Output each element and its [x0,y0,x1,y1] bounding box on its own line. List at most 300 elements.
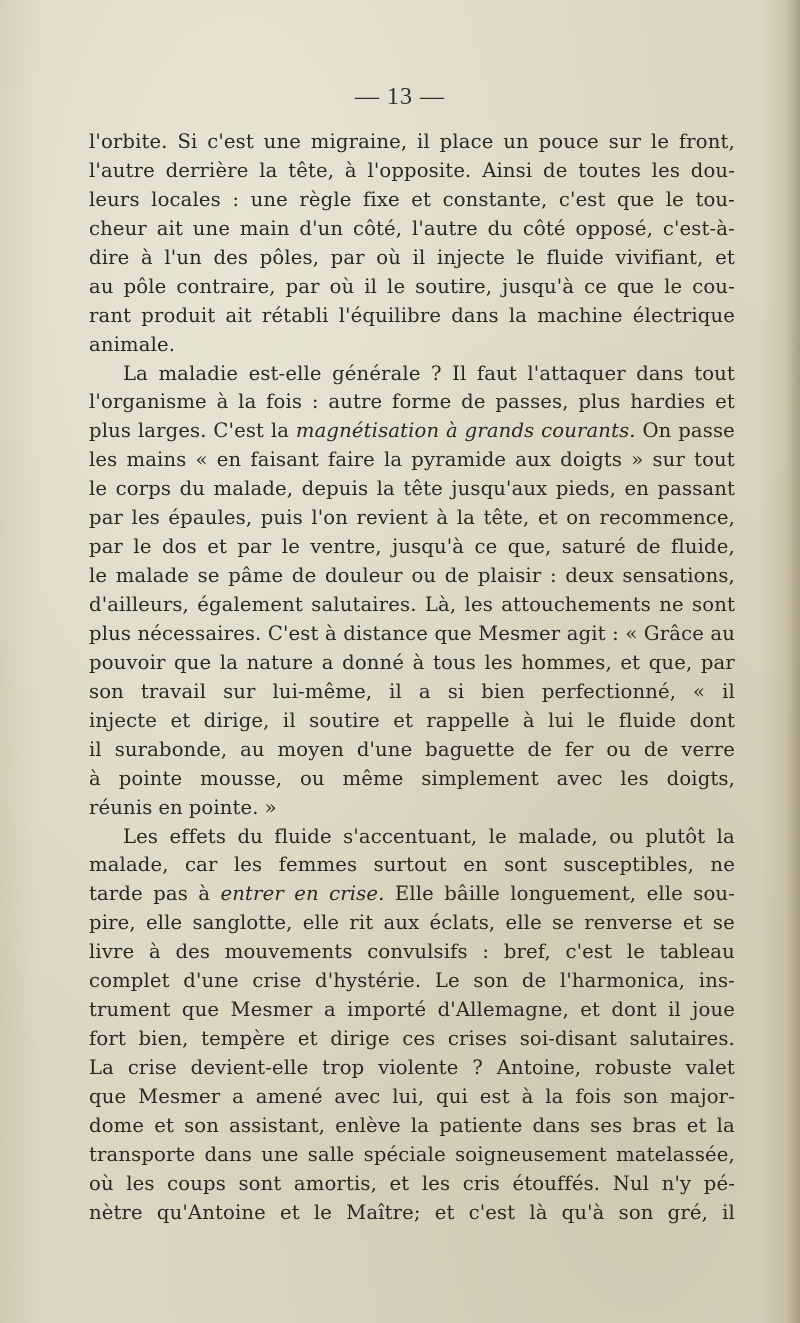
word: de [444,564,470,588]
word: c'est [558,187,606,211]
word: » [264,795,277,819]
word: ne [710,853,735,877]
word: pôles, [259,245,320,269]
word: pieds, [555,477,616,501]
word: son [473,969,509,993]
word: et [715,245,735,269]
word: par [330,245,365,269]
word: son [618,1200,654,1224]
word: fluide [274,824,332,848]
word: pôle [123,274,167,298]
word: C'est [213,419,265,443]
word: ou [299,766,325,790]
text-line [89,417,735,446]
word: fluide [618,708,677,732]
word: lui-même, [272,679,373,703]
word: éclats, [429,911,496,935]
word: nature [246,650,314,674]
word: les [620,766,649,790]
word: ? [431,361,442,385]
word: joue [692,998,735,1022]
word: effets [169,824,227,848]
word: mains [126,448,187,472]
word: le [133,535,152,559]
word: la [259,158,278,182]
word: par [285,274,320,298]
word: sensations, [622,564,735,588]
word: bien, [138,1027,189,1051]
word: fort [89,1027,126,1051]
word: rit [349,911,374,935]
word: l'un [164,245,202,269]
word: la [238,390,257,414]
word: de [543,158,568,182]
word: la [545,1084,564,1108]
word: son [89,679,124,703]
word: l'équilibre [338,303,442,327]
word: d'Allemagne, [437,998,569,1022]
word: que [174,650,212,674]
word: tarde [89,882,143,906]
word: : [612,621,619,645]
word: et [715,390,735,414]
word: d'un [299,216,344,240]
word: pire, [89,911,136,935]
word: où [376,245,401,269]
word: la [383,448,403,472]
word: la [410,1113,430,1137]
word: front, [678,130,735,153]
word: cou- [692,274,735,298]
word: on [566,506,591,530]
word: sont [504,853,548,877]
word: larges. [137,419,207,443]
word: pointe [118,766,183,790]
word: On [642,419,672,443]
text-line [89,736,735,765]
word: même [342,766,404,790]
word: revient [356,506,428,530]
word: douleur [324,564,403,588]
word: « [195,448,208,472]
word: son [184,1113,220,1137]
word: lui, [392,1084,425,1108]
word: la [716,824,735,848]
word: surabonde, [114,737,228,761]
word: magnétisation [295,419,440,443]
text-line [89,1141,735,1170]
word: et [682,911,703,935]
text-line [89,157,735,186]
word: l'opposite. [367,158,472,182]
word: : [482,940,490,964]
word: et [580,998,600,1022]
word: recommence, [599,506,735,530]
word: gré, [667,1200,708,1224]
word: major- [669,1084,735,1108]
word: dirige [330,1027,390,1051]
word: en [158,795,183,819]
word: la [219,650,239,674]
word: le [626,940,645,964]
word: distance [343,621,429,645]
word: de [527,737,552,761]
word: épaules, [168,506,253,530]
word: Il [452,361,467,385]
word: son [623,1084,659,1108]
word: elle [505,911,542,935]
word: corps [115,477,172,501]
word: où [329,274,355,298]
word: : [311,390,319,414]
word: une [250,187,288,211]
word: il [412,245,426,269]
word: convulsifs [367,940,468,964]
word: a [232,1084,244,1108]
text-line [89,504,735,533]
word: étouffés. [512,1171,601,1195]
word: qu'Antoine [156,1200,266,1224]
word: salutaires. [629,1027,735,1051]
text-line [89,707,735,736]
word: tête, [483,506,530,530]
word: et [393,708,413,732]
word: réunis [89,795,153,819]
word: dans [532,1113,581,1137]
word: La [89,1056,114,1079]
word: à [89,766,101,790]
word: Le [434,969,460,993]
word: l'harmonica, [559,969,686,993]
word: vivifiant, [615,245,704,269]
word: si [447,679,465,703]
word: rant [89,303,132,327]
word: fois [575,1084,612,1108]
word: le [89,477,108,501]
word: valet [685,1056,735,1079]
word: se [552,911,574,935]
word: les [233,853,263,877]
word: pé- [703,1171,735,1195]
word: l'autre [411,216,478,240]
word: ventre, [310,535,382,559]
word: à [521,1084,534,1108]
word: malade, [518,824,598,848]
word: aux [383,911,420,935]
word: fluide, [671,535,735,559]
word: et [411,187,432,211]
text-line [89,678,735,707]
text-line [89,331,735,360]
word: l'on [311,506,348,530]
word: « [693,679,706,703]
word: coups [167,1171,226,1195]
text-line [89,1054,735,1083]
word: » [631,448,644,472]
word: il [389,679,402,703]
word: les [126,1171,155,1195]
word: que [181,998,220,1022]
word: le [313,1200,333,1224]
word: grands [464,419,535,443]
word: dans [204,1142,253,1166]
word: il [282,708,296,732]
text-line [89,562,735,591]
word: a [321,650,334,674]
word: salle [307,1142,355,1166]
word: électrique [632,303,735,327]
text-line [89,591,735,620]
text-line [89,388,735,417]
word: c'est [207,130,254,153]
word: ce [584,274,607,298]
word: mouvements [224,940,353,964]
word: soutire [309,708,380,732]
word: les [484,650,513,674]
word: plutôt [645,824,706,848]
word: trument [89,998,171,1022]
word: car [185,853,218,877]
word: Les [123,824,159,848]
text-line [89,446,735,475]
text-line [89,215,735,244]
word: côté [522,216,566,240]
word: machine [537,303,623,327]
word: depuis [301,477,369,501]
word: des [213,245,249,269]
word: aux [515,448,552,472]
word: plaisir [477,564,542,588]
word: assistant, [229,1113,325,1137]
word: courants. [541,419,636,443]
word: ses [590,1113,623,1137]
text-line [89,823,735,852]
word: et [389,1171,410,1195]
word: patiente [439,1113,523,1137]
word: en [624,477,649,501]
word: le [281,535,300,559]
word: malade [115,564,190,588]
word: d'une [356,737,413,761]
word: le [516,245,535,269]
word: ou [609,824,634,848]
text-line [89,302,735,331]
word: plus [89,419,132,443]
word: cris [462,1171,500,1195]
word: une [261,1142,299,1166]
word: et [686,1113,707,1137]
word: derrière [165,158,249,182]
word: crises [447,1027,508,1051]
word: le [89,564,108,588]
word: Mesmer [478,621,561,645]
word: constante, [442,187,548,211]
word: n'y [661,1171,692,1195]
word: Maître; [346,1200,421,1224]
word: et [154,1113,174,1137]
word: et [170,708,191,732]
word: le [488,824,507,848]
word: jusqu'à [392,535,465,559]
word: sur [608,130,642,153]
word: importé [347,998,427,1022]
word: la [508,303,528,327]
word: c'est [565,940,613,964]
word: bien [481,679,525,703]
word: ? [472,1056,483,1079]
word: dome [89,1113,145,1137]
word: le [650,130,670,153]
word: à [344,158,357,182]
word: a [323,998,336,1022]
word: là [529,1200,548,1224]
text-line [89,794,735,823]
word: que [434,621,472,645]
text-line [89,1083,735,1112]
word: plus [578,390,621,414]
word: attouchements [501,593,651,616]
word: hardies [630,390,706,414]
word: le [587,708,606,732]
word: d'une [183,969,239,993]
word: et [279,1200,300,1224]
text-line [89,1199,735,1228]
word: femmes [278,853,358,877]
word: La [123,361,148,385]
word: sur [652,448,685,472]
word: susceptibles, [563,853,695,877]
word: animale. [89,332,176,356]
word: nécessaires. [137,621,262,645]
word: les [89,448,118,472]
word: complet [89,969,170,993]
word: ins- [698,969,735,993]
word: faut [476,361,517,385]
word: en [216,448,242,472]
word: transporte [89,1142,196,1166]
word: contraire, [176,274,276,298]
text-line [89,620,735,649]
word: c'est-à- [662,216,735,240]
word: sont [238,1171,282,1195]
word: trop [322,1056,365,1079]
word: se [197,564,220,588]
word: tableau [659,940,735,964]
word: qu'à [561,1200,605,1224]
word: il [668,998,681,1022]
word: pointe. [188,795,259,819]
word: Elle [394,882,434,906]
word: le [387,274,406,298]
word: moyen [277,737,344,761]
word: elle [302,911,340,935]
text-line [89,967,735,996]
word: la [270,419,290,443]
word: par [89,506,124,530]
word: à [324,621,337,645]
word: injecte [89,708,158,732]
word: plus [89,621,132,645]
word: avec [334,1084,381,1108]
word: et [537,506,558,530]
word: Si [177,130,198,153]
word: pyramide [411,448,507,472]
word: salutaires. [311,593,417,616]
word: migraine, [310,130,408,153]
word: que [617,187,655,211]
text-line [89,128,735,157]
word: perfectionné, [541,679,677,703]
word: à [148,940,161,964]
word: à [436,506,449,530]
text-line [89,996,735,1025]
word: se [712,911,735,935]
word: dire [89,245,130,269]
word: les [651,158,681,182]
word: tempère [201,1027,286,1051]
word: opposé, [575,216,654,240]
word: les [131,506,160,530]
word: passant [657,477,735,501]
page-number: — 13 — [355,84,445,110]
page-edge-shadow [786,0,800,1323]
word: une [263,130,301,153]
word: d'hystérie. [315,969,422,993]
word: et [207,535,227,559]
word: sont [692,593,735,616]
word: ait [156,216,183,240]
word: soigneusement [455,1142,607,1166]
word: par [237,535,272,559]
word: tous [432,650,476,674]
word: de [636,535,661,559]
word: Nul [612,1171,650,1195]
word: en [294,882,319,906]
word: baguette [425,737,515,761]
word: à [446,419,458,443]
word: puis [260,506,303,530]
word: longuement, [510,882,637,906]
word: pâme [228,564,284,588]
word: que [616,274,655,298]
word: amené [255,1084,323,1108]
word: ces [402,1027,436,1051]
text-line [89,880,735,909]
word: crise [127,1056,177,1079]
word: il [722,1200,735,1224]
word: soutire, [415,274,493,298]
word: faisant [250,448,319,472]
word: fluide [546,245,604,269]
word: également [197,593,303,616]
text-line [89,765,735,794]
word: Là, [424,593,457,616]
word: qui [436,1084,468,1108]
word: tout [694,448,735,472]
word: crise [252,969,302,993]
word: que, [648,650,693,674]
word: « [625,621,638,645]
word: simplement [421,766,539,790]
word: générale [332,361,421,385]
word: à [412,650,425,674]
text-line [89,475,735,504]
word: enlève [335,1113,401,1137]
word: elle [646,882,683,906]
word: la [376,477,395,501]
word: est-elle [248,361,322,385]
word: spéciale [363,1142,446,1166]
